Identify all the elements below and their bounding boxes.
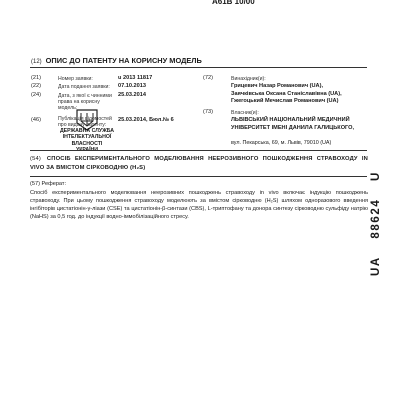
title-text: СПОСІБ ЕКСПЕРИМЕНТАЛЬНОГО МОДЕЛЮВАННЯ НЕЕРОЗИВНОГО ПОШКОДЖЕННЯ СТРАВОХОДУ IN VIVO ЗА ВМІСТОМ СІРКОВОДНЮ (H₂S): [30, 156, 368, 171]
biblio-item-21: [31, 75, 41, 82]
inventor-name: Заячківська Оксана Станіславівна (UA),: [231, 90, 342, 97]
owner-name: ЛЬВІВСЬКИЙ НАЦІОНАЛЬНИЙ МЕДИЧНИЙ УНІВЕРСИТЕТ ІМЕНІ ДАНИЛА ГАЛИЦЬКОГО,: [231, 117, 355, 131]
inid-code: (22): [31, 83, 41, 89]
inventors-code: (72): [203, 75, 213, 81]
patent-number-vertical: [370, 171, 384, 276]
abstract-label: [30, 181, 66, 187]
ipc-classification: A61B 10/00: [212, 0, 255, 6]
biblio-label: Номер заявки:: [58, 76, 93, 82]
office-line: ДЕРЖАВНА СЛУЖБА: [59, 128, 115, 134]
owner-code: (73): [203, 109, 213, 115]
application-number: u 2013 11817: [118, 75, 153, 81]
doctype-title: ОПИС ДО ПАТЕНТУ НА КОРИСНУ МОДЕЛЬ: [45, 56, 202, 65]
biblio-item-22: [31, 83, 41, 90]
patent-number: 88624: [370, 198, 382, 239]
kind-code: U: [370, 171, 382, 182]
utility-model-title: [30, 155, 368, 173]
inventor-name: Гжегоцький Мечислав Романович (UA): [231, 98, 339, 105]
abstract-code: (57): [30, 181, 40, 187]
inid-code: (24): [31, 92, 41, 98]
inventors-list: [231, 83, 342, 106]
divider: [30, 150, 367, 151]
owner-label: Власник(и):: [231, 110, 259, 116]
inid-code: (21): [31, 75, 41, 81]
biblio-item-46: [31, 117, 41, 124]
biblio-label: Публікація відомостей про видачу патенту:: [58, 116, 112, 128]
office-line: ВЛАСНОСТІ: [71, 140, 103, 147]
office-line: ІНТЕЛЕКТУАЛЬНОЇ: [62, 134, 112, 141]
divider: [30, 176, 367, 177]
biblio-label: Дата, з якої є чинними права на корисну модель:: [58, 93, 112, 111]
effective-date: 25.03.2014: [118, 92, 146, 98]
abstract-text: Спосіб експериментального моделювання неерозивних пошкоджень стравоходу in vivo включає індукцію пошкоджень стравоходу. При цьому пошкодження стравоходу моделюють за вмістом сірководню (H₂S) шляхом одноразового введення інгібіторів цистатіонін-γ-ліази (CSE) та цистатіонін-β-синтази (CBS), L-триптофану та донора синтезу сірководню сульфіду натрію (NaHS) за 0,5 год. до індукції водно-іммобілізаційного стресу.: [30, 190, 368, 220]
owner-address: вул. Пекарська, 69, м. Львів, 79010 (UA): [231, 140, 332, 146]
publication-info: 25.03.2014, Бюл.№ 6: [118, 117, 174, 123]
biblio-label: Дата подання заявки:: [58, 84, 110, 90]
filing-date: 07.10.2013: [118, 83, 146, 89]
office-line: УКРАЇНИ: [75, 147, 99, 154]
biblio-item-24: [31, 92, 41, 99]
abstract-heading: Реферат:: [41, 181, 67, 187]
inventors-label: Винахідник(и):: [231, 76, 266, 82]
country-code: UA: [370, 256, 382, 276]
document-type: [31, 56, 202, 65]
inid-code: (46): [31, 117, 41, 123]
doctype-code: (12): [31, 59, 42, 65]
divider: [30, 67, 367, 68]
inventor-name: Грицевич Назар Романович (UA),: [231, 83, 323, 89]
title-code: (54): [30, 156, 41, 162]
